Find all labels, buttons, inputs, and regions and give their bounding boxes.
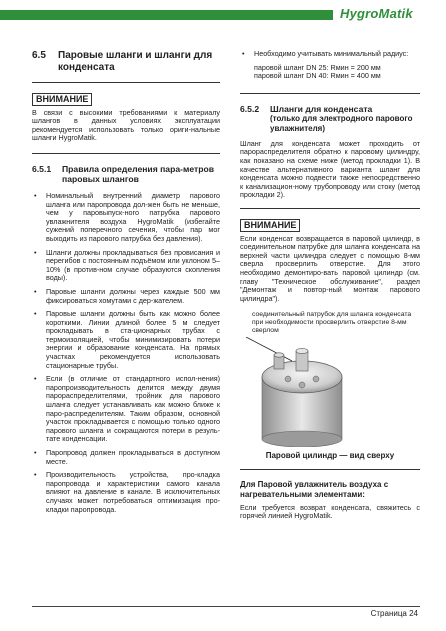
list-item: • Паровые шланги должны через каждые 500 мм фиксироваться хомутами с дер-жателем. [32,288,220,305]
footer-divider [32,606,420,607]
hygromatik-logo: HygroMatik [340,6,413,21]
divider [32,82,220,83]
radius-dn40: паровой шланг DN 40: Rмин = 400 мм [254,71,381,81]
figure-caption: Паровой цилиндр — вид сверху [265,451,395,461]
rules-list [32,192,220,514]
radius-list [240,50,420,59]
divider [240,93,420,94]
section-subtitle: (только для электродного парового увлажнителя) [270,113,413,133]
divider [240,469,420,470]
section-number: 6.5 [32,50,46,61]
divider [240,208,420,209]
list-item: • Если (в отличие от стандартного испол-нения) паропроизводительность делится между двумя парораспределителями, тройник для парового шланга следует устанавливать как можно ближе к паро-распределителям. Таким образом, основной участок прокладывается с помощью только одного парового шланга и сокращаются потери в резуль-тате конденсации. [32,375,220,444]
condensate-text: Шланг для конденсата может проходить от парораспределителя обратно к паровому цилиндру, как показано на схеме ниже (метод прокладки 1). В качестве альтернативного варианта шланг для конденсата можно подвести также непосредственно к канализацион-ному трубопроводу или стоку (метод прокладки 2). [240,138,420,200]
divider [32,153,220,154]
section-number: 6.5.1 [32,163,52,174]
list-item: • Паропровод должен прокладываться в доступном месте. [32,449,220,466]
warning-text: Если конденсат возвращается в паровой цилиндр, в соединительном патрубке для шланга конденсата на верхней части цилиндра следует с помощью 8-мм сверла просверлить отверстие. Для этого необходимо демонтиро-вать паровой цилиндр (см. главу "Техническое обслуживание", раздел "Демонтаж и повтор-ный монтаж парового цилиндра"). [240,233,420,303]
brand-stripe [0,10,333,20]
section-number: 6.5.2 [240,103,260,114]
section-6-5-1-heading [32,164,220,184]
cylinder-top-view-illustration [240,337,420,447]
right-column [240,50,420,521]
section-title: Правила определения пара-метров паровых шлангов [62,163,214,184]
section-6-5-heading [32,50,220,74]
list-item: • Паровые шланги должны быть как можно более короткими. Линии длиной более 5 м следует прокладывать в ста-ционарных трубах с термоизоляцией, чтобы минимизировать потери энергии и образование конденсата. На прямых участках рекомендуется использовать стационарные трубы. [32,310,220,370]
warning-text: В связи с высокими требованиями к материалу шлангов в данных условиях эксплуатации рекомендуется использовать только ориги-нальные шланги HygroMatik. [32,107,220,143]
warning-label: ВНИМАНИЕ [240,219,300,232]
list-item: • Номинальный внутренний диаметр парового шланга или паропровода дол-жен быть не меньше, чем у паровыпуск-ного патрубка парового увлажнителя воздуха HygroMatik (избегайте сужений поперечного сечения, чтобы пар мог выходить из парового патрубка без давления). [32,192,220,244]
list-item: • Производительность устройства, про-кладка паропровода и характеристики самого канала влияют на давление в канале. В исключительных случаях может потребоваться оптимизация про-кладки паропровода. [32,471,220,514]
section-title: Шланги для конденсата [270,103,373,114]
warning-label: ВНИМАНИЕ [32,93,92,106]
left-column [32,50,220,519]
list-item: • Шланги должны прокладываться без провисания и перегибов с постоянным подъёмом или уклоном 5–10% (в против-ном случае образуются скопления воды). [32,249,220,283]
header-bar [0,0,446,34]
section-title: Паровые шланги и шланги для конденсата [58,50,213,73]
page-number: Страница 24 [370,609,418,618]
radius-values [240,64,420,81]
humidifier-heading: Для Паровой увлажнитель воздуха с нагревательными элементами: [240,479,389,499]
list-item: • Необходимо учитывать минимальный радиус: [240,50,420,59]
figure-callout: соединительный патрубок для шланга конденсата при необходимости просверлить отверстие 8-мм сверлом [252,311,412,335]
section-6-5-2-heading [240,104,420,114]
radius-dn25: паровой шланг DN 25: Rмин = 200 мм [254,62,381,72]
humidifier-text: Если требуется возврат конденсата, свяжитесь с горячей линией HygroMatik. [240,502,420,521]
steam-cylinder-figure [240,311,420,446]
